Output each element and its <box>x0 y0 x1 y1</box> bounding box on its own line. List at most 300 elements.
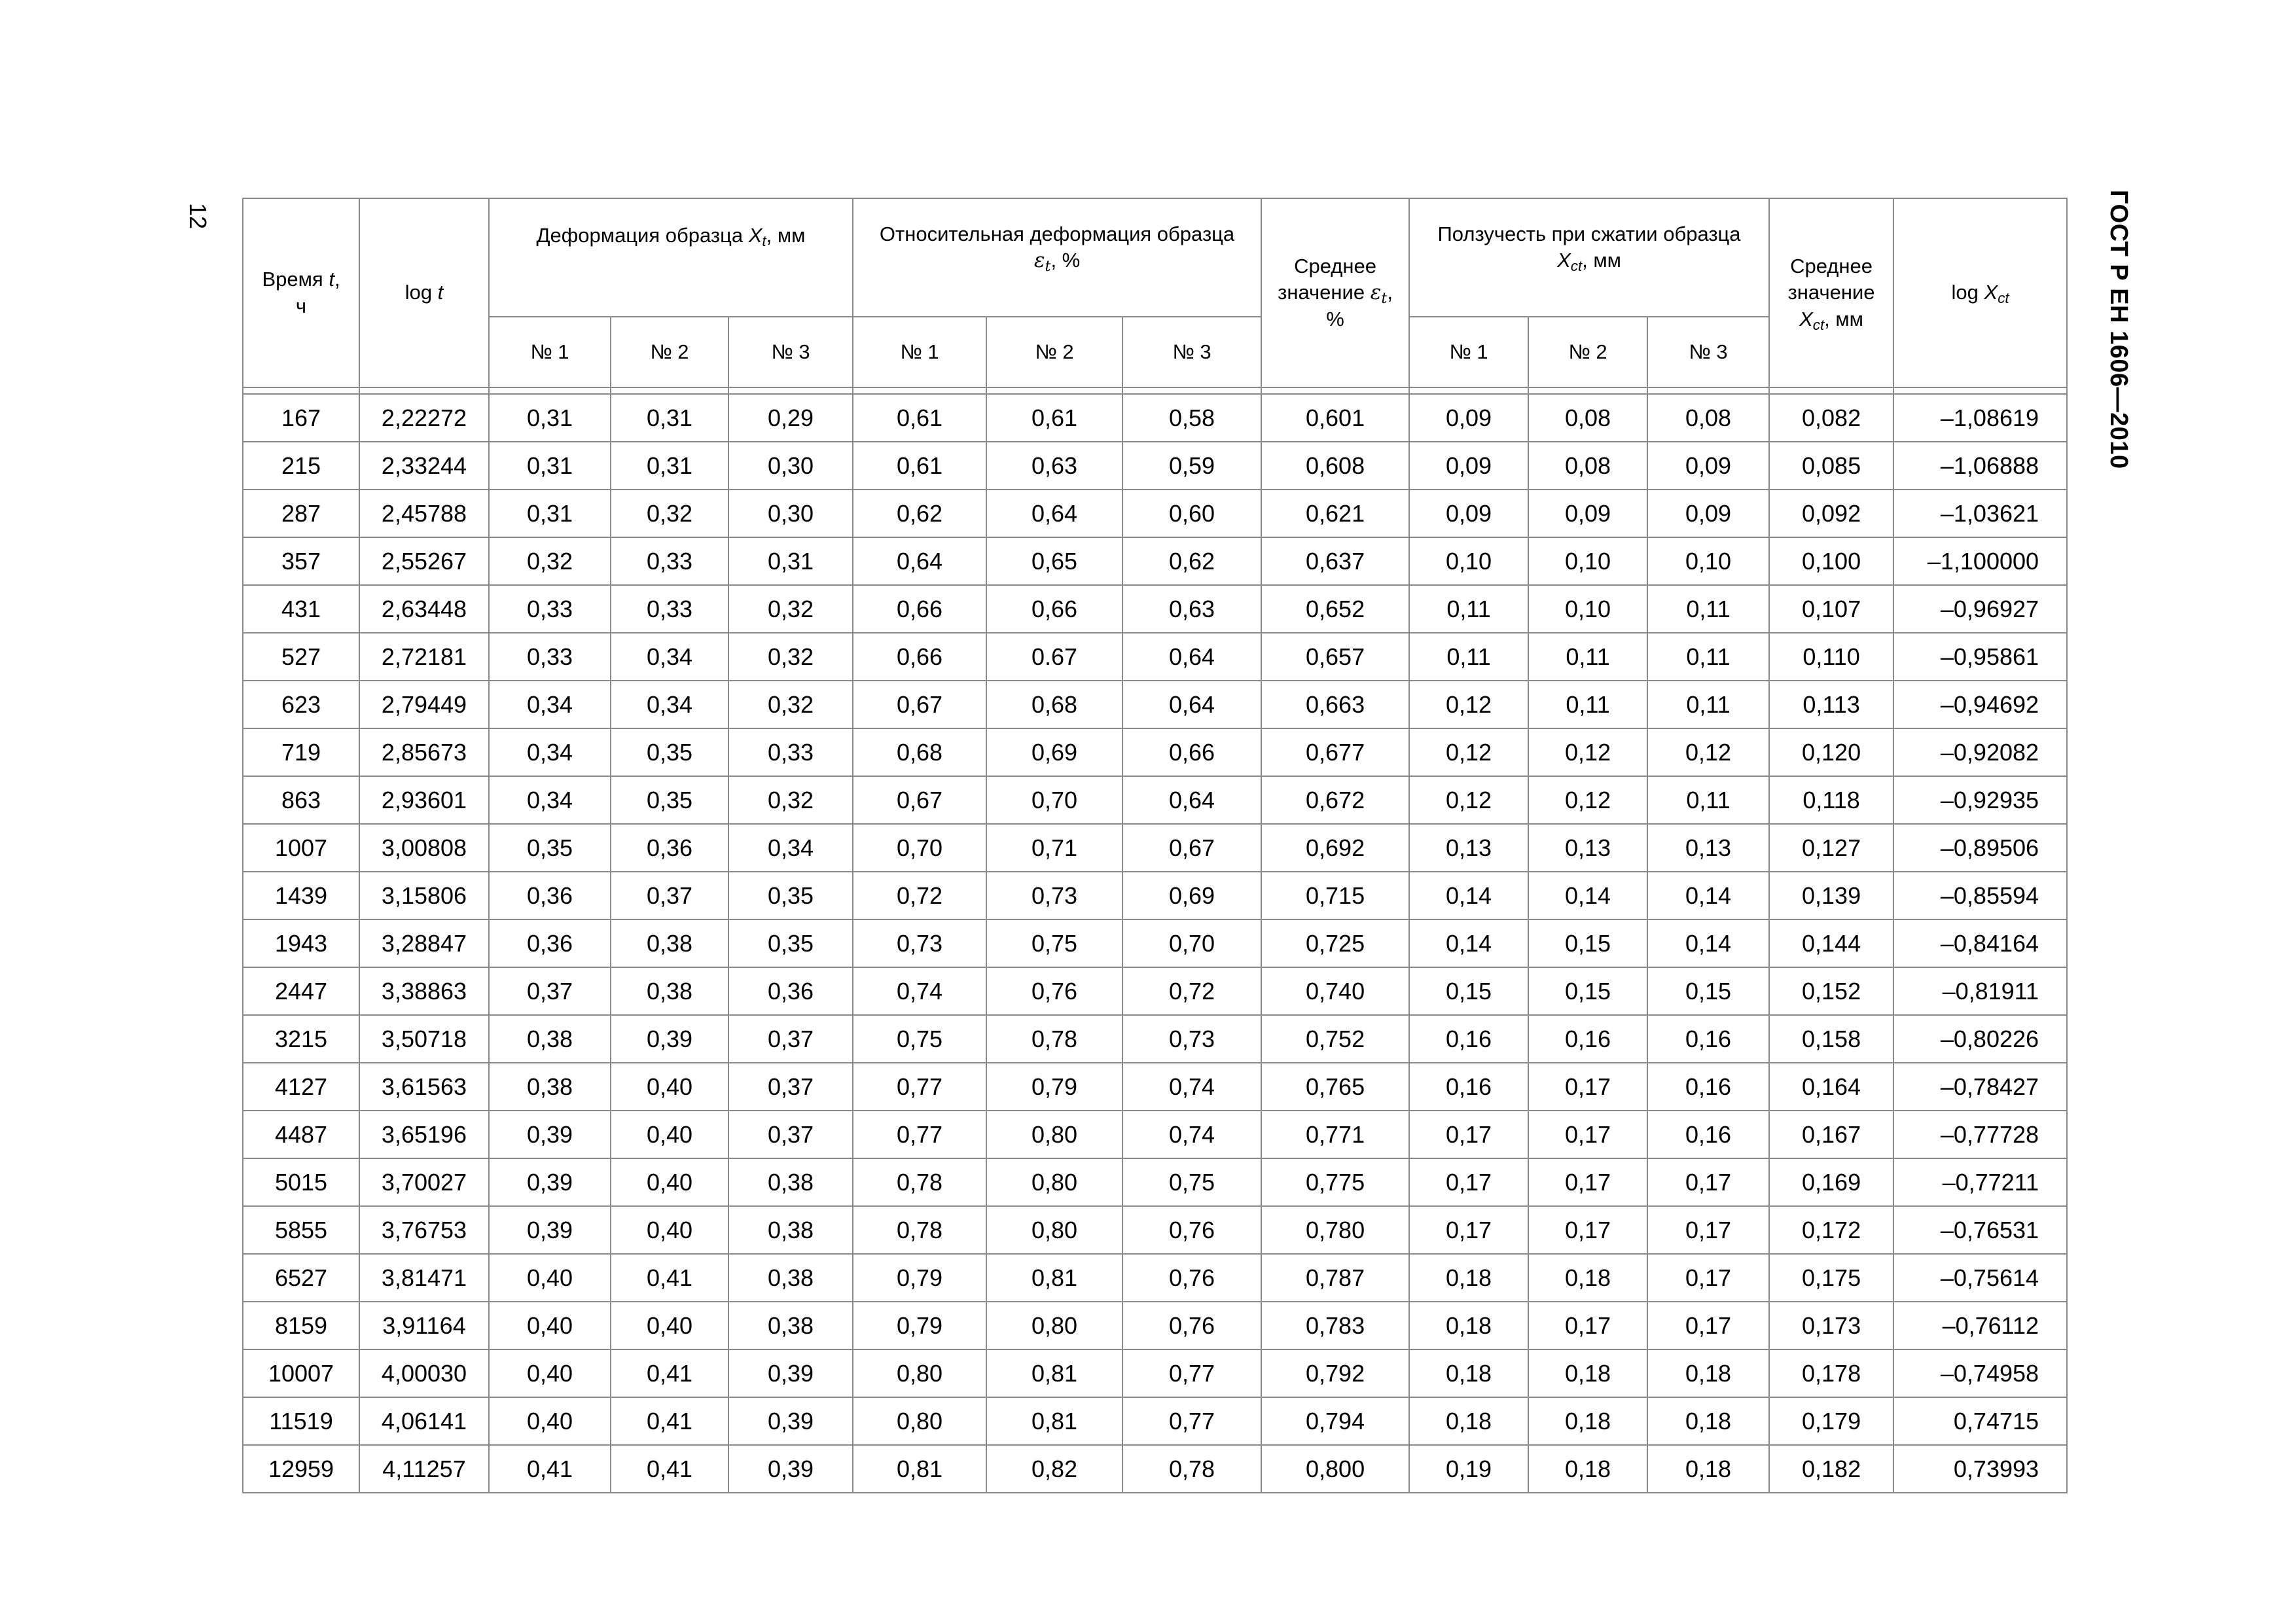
cell-log-t: 2,33244 <box>359 442 489 490</box>
cell-log-xct: –0,92935 <box>1893 776 2067 824</box>
table-row <box>243 585 2067 633</box>
cell-log-t: 3,76753 <box>359 1206 489 1254</box>
cell-time: 287 <box>243 490 359 537</box>
cell-rel-3: 0,64 <box>1122 633 1261 681</box>
cell-def-3: 0,31 <box>728 537 853 585</box>
cell-rel-3: 0,64 <box>1122 681 1261 728</box>
cell-time: 4127 <box>243 1063 359 1111</box>
cell-rel-3: 0,69 <box>1122 872 1261 919</box>
cell-mean-creep: 0,127 <box>1769 824 1893 872</box>
cell-def-2: 0,34 <box>611 633 728 681</box>
cell-log-t: 3,81471 <box>359 1254 489 1302</box>
cell-def-3: 0,38 <box>728 1206 853 1254</box>
cell-log-xct: –0,85594 <box>1893 872 2067 919</box>
cell-creep-3: 0,08 <box>1647 394 1769 442</box>
cell-mean-rel: 0,657 <box>1261 633 1409 681</box>
cell-rel-1: 0,66 <box>853 585 986 633</box>
header-time: Время t, ч <box>243 198 359 387</box>
cell-mean-rel: 0,775 <box>1261 1158 1409 1206</box>
table-row <box>243 442 2067 490</box>
document-title: ГОСТ Р ЕН 1606—2010 <box>2105 190 2132 469</box>
header-deformation-sample-2: № 2 <box>611 317 728 387</box>
cell-rel-2: 0,61 <box>986 394 1122 442</box>
cell-creep-3: 0,14 <box>1647 872 1769 919</box>
page-number: 12 <box>185 202 211 230</box>
cell-def-2: 0,41 <box>611 1349 728 1397</box>
cell-creep-1: 0,12 <box>1409 681 1528 728</box>
cell-def-2: 0,35 <box>611 728 728 776</box>
cell-creep-2: 0,08 <box>1528 394 1647 442</box>
cell-creep-2: 0,15 <box>1528 967 1647 1015</box>
cell-def-3: 0,38 <box>728 1158 853 1206</box>
header-log-t: log t <box>359 198 489 387</box>
table-row <box>243 824 2067 872</box>
cell-creep-1: 0,11 <box>1409 585 1528 633</box>
cell-creep-3: 0,09 <box>1647 442 1769 490</box>
cell-mean-creep: 0,110 <box>1769 633 1893 681</box>
cell-log-xct: –0,84164 <box>1893 919 2067 967</box>
cell-log-xct: –0,76531 <box>1893 1206 2067 1254</box>
cell-rel-1: 0,66 <box>853 633 986 681</box>
cell-mean-rel: 0,765 <box>1261 1063 1409 1111</box>
cell-mean-rel: 0,672 <box>1261 776 1409 824</box>
header-relative-sample-2: № 2 <box>986 317 1122 387</box>
header-deformation: Деформация образца $X_t$, мм <box>489 198 853 317</box>
cell-def-3: 0,32 <box>728 681 853 728</box>
cell-def-3: 0,38 <box>728 1254 853 1302</box>
cell-time: 2447 <box>243 967 359 1015</box>
cell-rel-1: 0,75 <box>853 1015 986 1063</box>
cell-mean-creep: 0,139 <box>1769 872 1893 919</box>
cell-rel-1: 0,67 <box>853 776 986 824</box>
cell-log-t: 2,72181 <box>359 633 489 681</box>
cell-mean-rel: 0,780 <box>1261 1206 1409 1254</box>
cell-mean-creep: 0,169 <box>1769 1158 1893 1206</box>
cell-mean-creep: 0,144 <box>1769 919 1893 967</box>
cell-creep-2: 0,17 <box>1528 1302 1647 1349</box>
cell-log-t: 3,38863 <box>359 967 489 1015</box>
cell-def-3: 0,32 <box>728 776 853 824</box>
cell-creep-2: 0,13 <box>1528 824 1647 872</box>
cell-def-2: 0,37 <box>611 872 728 919</box>
table-row <box>243 1397 2067 1445</box>
cell-mean-creep: 0,118 <box>1769 776 1893 824</box>
header-deformation-sample-3: № 3 <box>728 317 853 387</box>
table-row <box>243 728 2067 776</box>
cell-log-xct: –1,100000 <box>1893 537 2067 585</box>
cell-rel-3: 0,63 <box>1122 585 1261 633</box>
cell-rel-1: 0,79 <box>853 1302 986 1349</box>
cell-rel-2: 0,81 <box>986 1349 1122 1397</box>
cell-def-3: 0,32 <box>728 633 853 681</box>
cell-time: 623 <box>243 681 359 728</box>
cell-def-1: 0,31 <box>489 442 611 490</box>
cell-mean-creep: 0,107 <box>1769 585 1893 633</box>
cell-mean-rel: 0,725 <box>1261 919 1409 967</box>
cell-rel-3: 0,75 <box>1122 1158 1261 1206</box>
cell-creep-2: 0,18 <box>1528 1445 1647 1493</box>
cell-mean-rel: 0,752 <box>1261 1015 1409 1063</box>
cell-def-1: 0,39 <box>489 1111 611 1158</box>
cell-rel-2: 0,65 <box>986 537 1122 585</box>
cell-creep-1: 0,14 <box>1409 872 1528 919</box>
cell-creep-2: 0,16 <box>1528 1015 1647 1063</box>
cell-rel-2: 0,80 <box>986 1158 1122 1206</box>
cell-mean-creep: 0,092 <box>1769 490 1893 537</box>
cell-creep-3: 0,11 <box>1647 776 1769 824</box>
cell-rel-2: 0.67 <box>986 633 1122 681</box>
cell-time: 1439 <box>243 872 359 919</box>
cell-rel-1: 0,62 <box>853 490 986 537</box>
cell-def-2: 0,31 <box>611 442 728 490</box>
cell-creep-1: 0,12 <box>1409 728 1528 776</box>
cell-creep-1: 0,18 <box>1409 1397 1528 1445</box>
table-row <box>243 537 2067 585</box>
cell-creep-3: 0,10 <box>1647 537 1769 585</box>
cell-creep-2: 0,10 <box>1528 585 1647 633</box>
header-separator <box>243 387 2067 394</box>
document-title-area <box>2093 190 2145 504</box>
cell-def-3: 0,30 <box>728 442 853 490</box>
cell-rel-3: 0,64 <box>1122 776 1261 824</box>
cell-def-3: 0,39 <box>728 1397 853 1445</box>
cell-mean-creep: 0,082 <box>1769 394 1893 442</box>
cell-rel-1: 0,72 <box>853 872 986 919</box>
cell-creep-2: 0,08 <box>1528 442 1647 490</box>
header-relative-sample-1: № 1 <box>853 317 986 387</box>
cell-def-3: 0,39 <box>728 1349 853 1397</box>
cell-def-2: 0,40 <box>611 1206 728 1254</box>
cell-mean-rel: 0,794 <box>1261 1397 1409 1445</box>
cell-log-t: 2,79449 <box>359 681 489 728</box>
cell-creep-1: 0,17 <box>1409 1111 1528 1158</box>
cell-creep-2: 0,18 <box>1528 1349 1647 1397</box>
cell-def-2: 0,40 <box>611 1158 728 1206</box>
cell-creep-3: 0,17 <box>1647 1206 1769 1254</box>
cell-mean-rel: 0,652 <box>1261 585 1409 633</box>
table-row <box>243 1302 2067 1349</box>
cell-log-xct: –1,06888 <box>1893 442 2067 490</box>
cell-def-3: 0,29 <box>728 394 853 442</box>
cell-rel-2: 0,81 <box>986 1254 1122 1302</box>
cell-def-3: 0,37 <box>728 1063 853 1111</box>
cell-log-xct: –0,78427 <box>1893 1063 2067 1111</box>
cell-log-t: 2,63448 <box>359 585 489 633</box>
cell-mean-creep: 0,085 <box>1769 442 1893 490</box>
cell-def-1: 0,39 <box>489 1206 611 1254</box>
cell-def-1: 0,31 <box>489 394 611 442</box>
cell-creep-3: 0,11 <box>1647 633 1769 681</box>
cell-def-1: 0,39 <box>489 1158 611 1206</box>
cell-creep-2: 0,18 <box>1528 1397 1647 1445</box>
cell-log-t: 3,61563 <box>359 1063 489 1111</box>
cell-rel-3: 0,66 <box>1122 728 1261 776</box>
cell-creep-1: 0,17 <box>1409 1206 1528 1254</box>
table-row <box>243 1206 2067 1254</box>
cell-creep-2: 0,11 <box>1528 633 1647 681</box>
header-creep-sample-3: № 3 <box>1647 317 1769 387</box>
cell-creep-3: 0,15 <box>1647 967 1769 1015</box>
cell-rel-2: 0,73 <box>986 872 1122 919</box>
cell-mean-creep: 0,158 <box>1769 1015 1893 1063</box>
table-row <box>243 1111 2067 1158</box>
cell-def-2: 0,38 <box>611 919 728 967</box>
cell-rel-1: 0,78 <box>853 1158 986 1206</box>
cell-def-3: 0,39 <box>728 1445 853 1493</box>
cell-mean-rel: 0,740 <box>1261 967 1409 1015</box>
cell-rel-1: 0,67 <box>853 681 986 728</box>
table-row <box>243 919 2067 967</box>
cell-log-t: 4,00030 <box>359 1349 489 1397</box>
table-row <box>243 681 2067 728</box>
cell-time: 12959 <box>243 1445 359 1493</box>
cell-log-t: 3,91164 <box>359 1302 489 1349</box>
cell-log-xct: –0,80226 <box>1893 1015 2067 1063</box>
cell-time: 11519 <box>243 1397 359 1445</box>
table-row <box>243 1445 2067 1493</box>
cell-def-1: 0,31 <box>489 490 611 537</box>
cell-def-2: 0,41 <box>611 1397 728 1445</box>
cell-mean-creep: 0,167 <box>1769 1111 1893 1158</box>
cell-log-t: 3,28847 <box>359 919 489 967</box>
cell-time: 357 <box>243 537 359 585</box>
cell-def-3: 0,37 <box>728 1111 853 1158</box>
cell-mean-creep: 0,172 <box>1769 1206 1893 1254</box>
cell-time: 167 <box>243 394 359 442</box>
cell-creep-1: 0,18 <box>1409 1349 1528 1397</box>
cell-mean-creep: 0,113 <box>1769 681 1893 728</box>
cell-log-xct: –0,95861 <box>1893 633 2067 681</box>
cell-mean-creep: 0,182 <box>1769 1445 1893 1493</box>
cell-time: 4487 <box>243 1111 359 1158</box>
cell-creep-3: 0,17 <box>1647 1302 1769 1349</box>
header-mean-creep: Среднее значение $X_{ct}$, мм <box>1769 198 1893 387</box>
cell-creep-3: 0,17 <box>1647 1158 1769 1206</box>
cell-time: 5015 <box>243 1158 359 1206</box>
cell-def-2: 0,40 <box>611 1063 728 1111</box>
cell-rel-3: 0,73 <box>1122 1015 1261 1063</box>
cell-time: 527 <box>243 633 359 681</box>
cell-mean-rel: 0,787 <box>1261 1254 1409 1302</box>
cell-log-t: 3,00808 <box>359 824 489 872</box>
cell-log-xct: –0,96927 <box>1893 585 2067 633</box>
cell-def-1: 0,38 <box>489 1015 611 1063</box>
cell-mean-creep: 0,173 <box>1769 1302 1893 1349</box>
cell-creep-2: 0,09 <box>1528 490 1647 537</box>
cell-creep-3: 0,12 <box>1647 728 1769 776</box>
cell-time: 215 <box>243 442 359 490</box>
cell-time: 1007 <box>243 824 359 872</box>
cell-rel-3: 0,59 <box>1122 442 1261 490</box>
cell-def-3: 0,32 <box>728 585 853 633</box>
cell-log-t: 4,06141 <box>359 1397 489 1445</box>
cell-creep-3: 0,11 <box>1647 681 1769 728</box>
cell-creep-2: 0,17 <box>1528 1158 1647 1206</box>
cell-log-xct: –0,74958 <box>1893 1349 2067 1397</box>
cell-rel-1: 0,73 <box>853 919 986 967</box>
cell-log-t: 3,15806 <box>359 872 489 919</box>
cell-rel-3: 0,77 <box>1122 1397 1261 1445</box>
header-relative-sample-3: № 3 <box>1122 317 1261 387</box>
cell-log-xct: –0,77728 <box>1893 1111 2067 1158</box>
cell-def-1: 0,40 <box>489 1397 611 1445</box>
cell-rel-1: 0,61 <box>853 442 986 490</box>
cell-creep-2: 0,10 <box>1528 537 1647 585</box>
cell-mean-rel: 0,715 <box>1261 872 1409 919</box>
cell-log-t: 2,85673 <box>359 728 489 776</box>
cell-rel-2: 0,80 <box>986 1302 1122 1349</box>
cell-creep-3: 0,14 <box>1647 919 1769 967</box>
cell-rel-2: 0,66 <box>986 585 1122 633</box>
cell-rel-2: 0,82 <box>986 1445 1122 1493</box>
cell-def-1: 0,35 <box>489 824 611 872</box>
cell-mean-creep: 0,179 <box>1769 1397 1893 1445</box>
cell-rel-1: 0,78 <box>853 1206 986 1254</box>
cell-def-2: 0,33 <box>611 585 728 633</box>
cell-log-xct: –1,08619 <box>1893 394 2067 442</box>
cell-creep-1: 0,15 <box>1409 967 1528 1015</box>
cell-mean-creep: 0,175 <box>1769 1254 1893 1302</box>
cell-rel-3: 0,67 <box>1122 824 1261 872</box>
cell-rel-1: 0,77 <box>853 1063 986 1111</box>
cell-log-xct: 0,74715 <box>1893 1397 2067 1445</box>
cell-creep-1: 0,12 <box>1409 776 1528 824</box>
cell-rel-1: 0,80 <box>853 1397 986 1445</box>
cell-def-3: 0,37 <box>728 1015 853 1063</box>
cell-creep-1: 0,16 <box>1409 1063 1528 1111</box>
cell-rel-3: 0,77 <box>1122 1349 1261 1397</box>
cell-def-1: 0,32 <box>489 537 611 585</box>
table-row <box>243 872 2067 919</box>
cell-creep-1: 0,09 <box>1409 490 1528 537</box>
cell-def-2: 0,41 <box>611 1445 728 1493</box>
cell-rel-2: 0,69 <box>986 728 1122 776</box>
cell-log-xct: –0,77211 <box>1893 1158 2067 1206</box>
cell-creep-3: 0,16 <box>1647 1015 1769 1063</box>
cell-log-xct: –1,03621 <box>1893 490 2067 537</box>
cell-def-3: 0,35 <box>728 919 853 967</box>
header-creep-sample-2: № 2 <box>1528 317 1647 387</box>
cell-def-1: 0,33 <box>489 585 611 633</box>
cell-rel-1: 0,80 <box>853 1349 986 1397</box>
cell-creep-2: 0,15 <box>1528 919 1647 967</box>
cell-mean-rel: 0,783 <box>1261 1302 1409 1349</box>
header-deformation-sample-1: № 1 <box>489 317 611 387</box>
cell-mean-rel: 0,692 <box>1261 824 1409 872</box>
table-header <box>243 198 2067 387</box>
cell-rel-3: 0,74 <box>1122 1063 1261 1111</box>
cell-creep-3: 0,18 <box>1647 1397 1769 1445</box>
cell-rel-1: 0,68 <box>853 728 986 776</box>
cell-rel-3: 0,72 <box>1122 967 1261 1015</box>
cell-log-xct: –0,94692 <box>1893 681 2067 728</box>
cell-mean-creep: 0,152 <box>1769 967 1893 1015</box>
cell-log-xct: –0,92082 <box>1893 728 2067 776</box>
cell-def-1: 0,36 <box>489 919 611 967</box>
cell-def-2: 0,32 <box>611 490 728 537</box>
cell-creep-3: 0,13 <box>1647 824 1769 872</box>
cell-rel-2: 0,76 <box>986 967 1122 1015</box>
cell-log-t: 3,70027 <box>359 1158 489 1206</box>
cell-mean-rel: 0,637 <box>1261 537 1409 585</box>
cell-log-xct: 0,73993 <box>1893 1445 2067 1493</box>
table-row <box>243 1349 2067 1397</box>
cell-def-2: 0,40 <box>611 1302 728 1349</box>
cell-creep-2: 0,17 <box>1528 1063 1647 1111</box>
cell-def-2: 0,31 <box>611 394 728 442</box>
cell-def-3: 0,36 <box>728 967 853 1015</box>
cell-creep-2: 0,17 <box>1528 1111 1647 1158</box>
cell-creep-3: 0,16 <box>1647 1111 1769 1158</box>
cell-creep-1: 0,18 <box>1409 1302 1528 1349</box>
cell-creep-1: 0,09 <box>1409 442 1528 490</box>
cell-log-t: 2,93601 <box>359 776 489 824</box>
table-row <box>243 967 2067 1015</box>
cell-rel-2: 0,81 <box>986 1397 1122 1445</box>
cell-def-1: 0,38 <box>489 1063 611 1111</box>
cell-rel-2: 0,80 <box>986 1111 1122 1158</box>
cell-rel-2: 0,70 <box>986 776 1122 824</box>
cell-time: 1943 <box>243 919 359 967</box>
cell-log-t: 2,22272 <box>359 394 489 442</box>
cell-time: 6527 <box>243 1254 359 1302</box>
cell-def-1: 0,40 <box>489 1254 611 1302</box>
cell-mean-rel: 0,601 <box>1261 394 1409 442</box>
table-row <box>243 1015 2067 1063</box>
cell-creep-1: 0,19 <box>1409 1445 1528 1493</box>
cell-def-1: 0,34 <box>489 728 611 776</box>
cell-time: 8159 <box>243 1302 359 1349</box>
cell-time: 719 <box>243 728 359 776</box>
cell-rel-1: 0,70 <box>853 824 986 872</box>
cell-creep-3: 0,18 <box>1647 1349 1769 1397</box>
cell-def-1: 0,41 <box>489 1445 611 1493</box>
cell-log-t: 3,65196 <box>359 1111 489 1158</box>
cell-def-1: 0,33 <box>489 633 611 681</box>
header-mean-relative: Среднее значение $\varepsilon_t$, % <box>1261 198 1409 387</box>
cell-rel-2: 0,63 <box>986 442 1122 490</box>
cell-rel-3: 0,60 <box>1122 490 1261 537</box>
cell-def-1: 0,37 <box>489 967 611 1015</box>
cell-mean-creep: 0,100 <box>1769 537 1893 585</box>
cell-def-3: 0,34 <box>728 824 853 872</box>
cell-def-1: 0,36 <box>489 872 611 919</box>
cell-mean-rel: 0,663 <box>1261 681 1409 728</box>
cell-time: 10007 <box>243 1349 359 1397</box>
cell-creep-3: 0,09 <box>1647 490 1769 537</box>
cell-rel-1: 0,81 <box>853 1445 986 1493</box>
cell-def-1: 0,34 <box>489 776 611 824</box>
cell-mean-creep: 0,178 <box>1769 1349 1893 1397</box>
cell-def-2: 0,36 <box>611 824 728 872</box>
cell-rel-1: 0,79 <box>853 1254 986 1302</box>
cell-log-t: 2,45788 <box>359 490 489 537</box>
table-row <box>243 1063 2067 1111</box>
cell-def-2: 0,39 <box>611 1015 728 1063</box>
cell-creep-1: 0,13 <box>1409 824 1528 872</box>
cell-mean-rel: 0,771 <box>1261 1111 1409 1158</box>
cell-def-2: 0,33 <box>611 537 728 585</box>
cell-rel-3: 0,76 <box>1122 1206 1261 1254</box>
cell-mean-rel: 0,800 <box>1261 1445 1409 1493</box>
table-body <box>243 387 2067 1493</box>
table-row <box>243 776 2067 824</box>
cell-mean-rel: 0,677 <box>1261 728 1409 776</box>
cell-rel-3: 0,76 <box>1122 1254 1261 1302</box>
cell-rel-1: 0,61 <box>853 394 986 442</box>
table-row <box>243 1158 2067 1206</box>
cell-creep-1: 0,09 <box>1409 394 1528 442</box>
